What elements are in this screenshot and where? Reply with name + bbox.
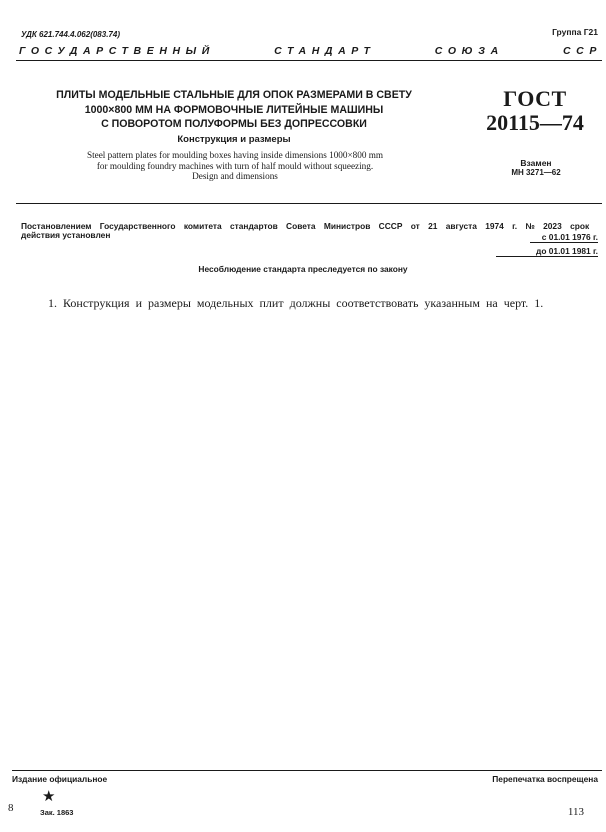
document-subtitle: Конструкция и размеры bbox=[177, 134, 291, 145]
date-underline bbox=[530, 242, 598, 243]
english-title-line: for moulding foundry machines with turn of half mould without squeezing. bbox=[96, 160, 374, 171]
page-number-right: 113 bbox=[567, 806, 584, 818]
gost-label: ГОСТ bbox=[503, 86, 567, 111]
english-title-line: Steel pattern plates for moulding boxes having inside dimensions 1000×800 mm bbox=[86, 150, 384, 160]
star-icon: ★ bbox=[42, 789, 56, 805]
decree-text-continued: действия установлен bbox=[21, 230, 111, 240]
decree-text: Постановлением Государственного комитета стандартов Совета Министров СССР от 21 августа 1974 г. № 2023 срок bbox=[21, 221, 590, 231]
violation-notice: Несоблюдение стандарта преследуется по закону bbox=[198, 264, 408, 274]
banner-word: ССР bbox=[562, 45, 602, 57]
effective-to-date: до 01.01 1981 г. bbox=[536, 246, 598, 256]
banner-rule bbox=[16, 60, 602, 61]
reprint-prohibited-label: Перепечатка воспрещена bbox=[492, 774, 598, 784]
footer-rule bbox=[12, 770, 602, 771]
clause-1: 1. Конструкция и размеры модельных плит должны соответствовать указанным на черт. 1. bbox=[48, 296, 544, 310]
title-line: С ПОВОРОТОМ ПОЛУФОРМЫ БЕЗ ДОПРЕССОВКИ bbox=[101, 118, 367, 130]
document-title bbox=[24, 88, 444, 132]
page-number-left: 8 bbox=[8, 802, 14, 814]
title-line: 1000×800 ММ НА ФОРМОВОЧНЫЕ ЛИТЕЙНЫЕ МАШИНЫ bbox=[84, 103, 384, 116]
banner-word: ГОСУДАРСТВЕННЫЙ bbox=[19, 45, 215, 57]
banner-word: СТАНДАРТ bbox=[274, 45, 376, 57]
effective-from-date: с 01.01 1976 г. bbox=[541, 232, 598, 242]
order-number: Зак. 1863 bbox=[40, 808, 74, 817]
state-standard-banner bbox=[19, 45, 602, 57]
section-rule bbox=[16, 203, 602, 204]
date-underline bbox=[496, 256, 598, 257]
title-line: ПЛИТЫ МОДЕЛЬНЫЕ СТАЛЬНЫЕ ДЛЯ ОПОК РАЗМЕРАМИ В СВЕТУ bbox=[56, 89, 412, 101]
english-title-line: Design and dimensions bbox=[192, 171, 278, 181]
official-edition-label: Издание официальное bbox=[12, 774, 108, 784]
english-title bbox=[20, 150, 450, 182]
banner-word: СОЮЗА bbox=[434, 45, 504, 57]
udk-code: УДК 621.744.4.062(083.74) bbox=[21, 30, 120, 39]
gost-number: 20115—74 bbox=[486, 110, 584, 135]
group-code: Группа Г21 bbox=[552, 27, 598, 37]
replaces-label: Взамен bbox=[520, 158, 552, 168]
replaces-value: МН 3271—62 bbox=[511, 168, 561, 177]
